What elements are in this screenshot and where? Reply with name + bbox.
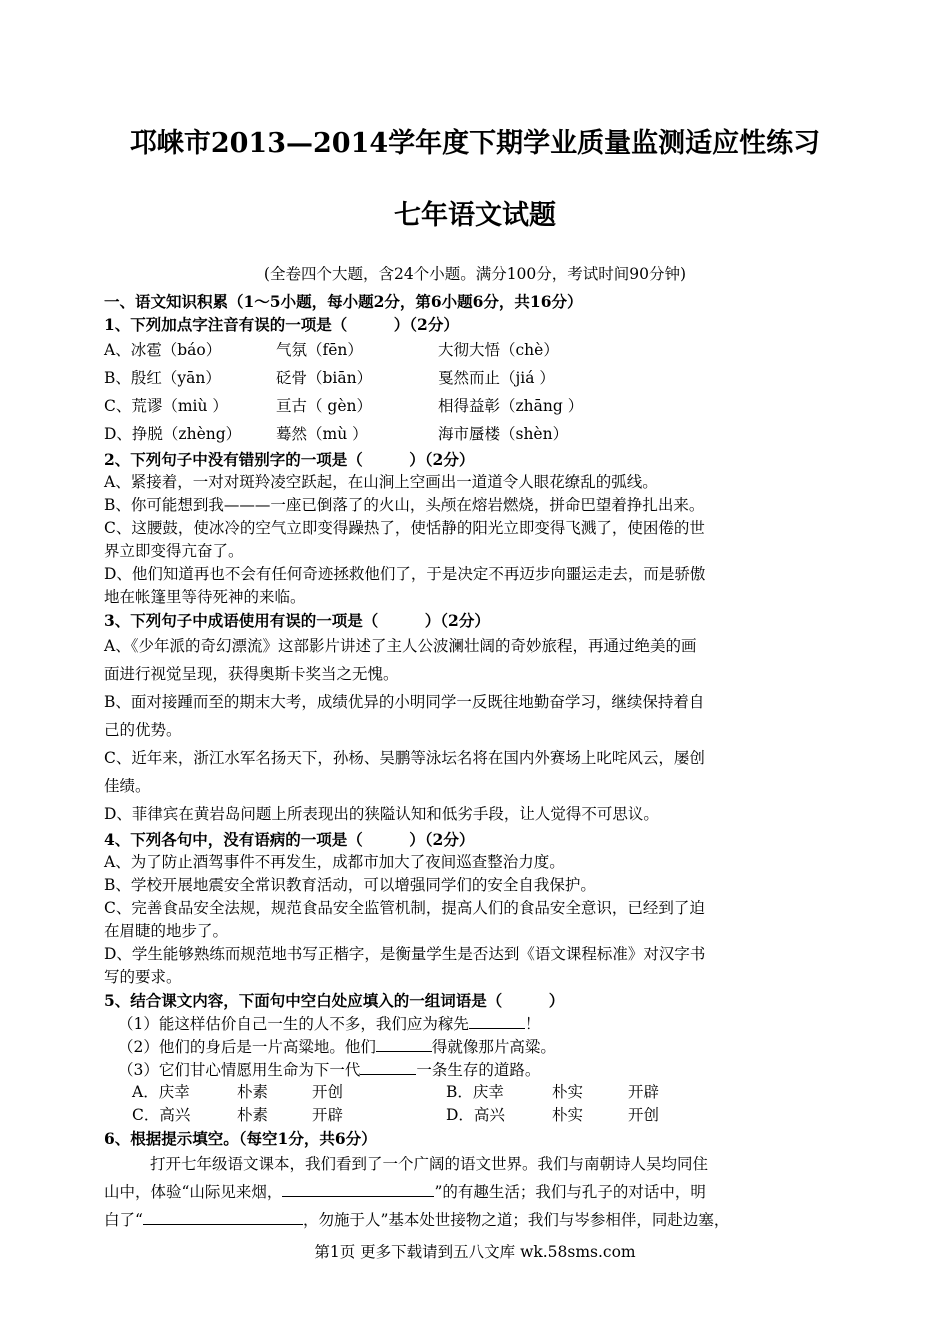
q1-d-3: 海市蜃楼（shèn） (438, 425, 569, 443)
q1-d-2: 蓦然（mù ） (276, 425, 368, 443)
q2-line: D、他们知道再也不会有任何奇迹拯救他们了，于是决定不再迈步向噩运走去，而是骄傲 (104, 565, 706, 583)
q4-line: D、学生能够熟练而规范地书写正楷字，是衡量学生是否达到《语文课程标准》对汉字书 (104, 945, 706, 963)
q1-a-1: A、冰雹（báo） (104, 341, 222, 359)
q6-l3-text: 白了“ (104, 1211, 143, 1229)
q1-d-1: D、挣脱（zhèng） (104, 425, 242, 443)
q4-line: B、学校开展地震安全常识教育活动，可以增强同学们的安全自我保护。 (104, 876, 596, 894)
q5-choice: 开创 (312, 1083, 344, 1101)
q5-choice: D．高兴 (446, 1106, 505, 1124)
q6-l2-text: 山中，体验“山际见来烟， (104, 1183, 283, 1201)
fill-blank[interactable] (282, 1180, 434, 1197)
fill-blank[interactable] (360, 1058, 416, 1075)
q1-a-3: 大彻大悟（chè） (438, 341, 559, 359)
q2-line: B、你可能想到我———一座已倒落了的火山，头颅在熔岩燃烧，拼命巴望着挣扎出来。 (104, 496, 705, 514)
exam-note: (全卷四个大题，含24个小题。满分100分，考试时间90分钟) (263, 265, 687, 283)
q5-choice: 开辟 (628, 1083, 660, 1101)
q6-l3-end: ，勿施于人”基本处世接物之道；我们与岑参相伴，同赴边塞， (302, 1211, 730, 1229)
q5-choice: 开创 (628, 1106, 660, 1124)
q6-paragraph-line-2 (104, 1178, 849, 1206)
section-heading: 一、语文知识积累（1～5小题，每小题2分，第6小题6分，共16分） (104, 292, 583, 311)
q5-sentence-1 (104, 1012, 849, 1035)
q3-line: 面进行视觉呈现，获得奥斯卡奖当之无愧。 (104, 665, 399, 683)
question-6-stem: 6、根据提示填空。（每空1分，共6分） (104, 1129, 377, 1148)
q5-choice: 朴实 (552, 1083, 584, 1101)
q2-line: C、这腰鼓，使冰冷的空气立即变得躁热了，使恬静的阳光立即变得飞溅了，使困倦的世 (104, 519, 705, 537)
q1-c-1: C、荒谬（miù ） (104, 397, 228, 415)
q3-line: 佳绩。 (104, 777, 151, 795)
q4-line: A、为了防止酒驾事件不再发生，成都市加大了夜间巡查整治力度。 (104, 853, 565, 871)
q5-s3-text: （3）它们甘心情愿用生命为下一代 (118, 1061, 361, 1079)
q5-sentence-3 (104, 1058, 849, 1081)
question-2-stem: 2、下列句子中没有错别字的一项是（ ）（2分） (104, 450, 475, 469)
q5-choice: 开辟 (312, 1106, 344, 1124)
q2-line: 地在帐篷里等待死神的来临。 (104, 588, 306, 606)
q5-s2-end: 得就像那片高粱。 (431, 1038, 556, 1056)
q6-paragraph-line-3 (104, 1206, 849, 1234)
q5-choice: 朴实 (552, 1106, 584, 1124)
fill-blank[interactable] (376, 1035, 432, 1052)
q3-line: A、《少年派的奇幻漂流》这部影片讲述了主人公波澜壮阔的奇妙旅程，再通过绝美的画 (104, 637, 697, 655)
q5-sentence-2 (104, 1035, 849, 1058)
question-4-stem: 4、下列各句中，没有语病的一项是（ ）（2分） (104, 830, 475, 849)
q1-b-2: 砭骨（biān） (276, 369, 373, 387)
q4-line: 写的要求。 (104, 968, 182, 986)
q1-option-c (104, 392, 849, 420)
q5-choices-ab (104, 1081, 849, 1104)
q6-paragraph-line-1: 打开七年级语文课本，我们看到了一个广阔的语文世界。我们与南朝诗人吴均同住 (150, 1155, 709, 1173)
q1-option-b (104, 364, 849, 392)
q5-s1-end: ！ (524, 1015, 541, 1033)
q5-choice: C．高兴 (132, 1106, 191, 1124)
q1-a-2: 气氛（fēn） (276, 341, 363, 359)
q5-choice: A．庆幸 (132, 1083, 190, 1101)
q4-line: 在眉睫的地步了。 (104, 922, 229, 940)
q3-line: D、菲律宾在黄岩岛问题上所表现出的狭隘认知和低劣手段，让人觉得不可思议。 (104, 805, 659, 823)
q1-c-3: 相得益彰（zhāng ） (438, 397, 584, 415)
q5-choices-cd (104, 1104, 849, 1127)
question-1-stem: 1、下列加点字注音有误的一项是（ ）（2分） (104, 315, 459, 334)
q3-line: 己的优势。 (104, 721, 182, 739)
q2-line: 界立即变得亢奋了。 (104, 542, 244, 560)
q5-s3-end: 一条生存的道路。 (416, 1061, 541, 1079)
q1-c-2: 亘古（ gèn） (276, 397, 373, 415)
page-footer: 第1页 更多下载请到五八文库 wk.58sms.com (314, 1243, 636, 1261)
question-5-stem: 5、结合课文内容，下面句中空白处应填入的一组词语是（ ） (104, 991, 565, 1010)
exam-body (104, 290, 849, 1234)
q1-b-3: 戛然而止（jiá ） (438, 369, 555, 387)
q3-line: B、面对接踵而至的期末大考，成绩优异的小明同学一反既往地勤奋学习，继续保持着自 (104, 693, 705, 711)
q2-line: A、紧接着，一对对斑羚凌空跃起，在山涧上空画出一道道令人眼花缭乱的弧线。 (104, 473, 658, 491)
q1-option-a (104, 336, 849, 364)
fill-blank[interactable] (143, 1208, 303, 1225)
page-title: 邛崃市2013—2014学年度下期学业质量监测适应性练习 (129, 128, 821, 159)
question-3-stem: 3、下列句子中成语使用有误的一项是（ ）（2分） (104, 611, 490, 630)
q5-s2-text: （2）他们的身后是一片高粱地。他们 (118, 1038, 376, 1056)
q5-choice: 朴素 (237, 1106, 269, 1124)
q5-choice: B．庆幸 (446, 1083, 504, 1101)
page-subtitle: 七年语文试题 (394, 200, 556, 231)
q5-s1-text: （1）能这样估价自己一生的人不多，我们应为稼先 (118, 1015, 469, 1033)
q1-b-1: B、殷红（yān） (104, 369, 221, 387)
q4-line: C、完善食品安全法规，规范食品安全监管机制，提高人们的食品安全意识，已经到了迫 (104, 899, 705, 917)
q1-option-d (104, 420, 849, 448)
q3-line: C、近年来，浙江水军名扬天下，孙杨、吴鹏等泳坛名将在国内外赛场上叱咤风云，屡创 (104, 749, 705, 767)
q6-l2-end: ”的有趣生活；我们与孔子的对话中，明 (434, 1183, 706, 1201)
fill-blank[interactable] (469, 1012, 525, 1029)
q5-choice: 朴素 (237, 1083, 269, 1101)
